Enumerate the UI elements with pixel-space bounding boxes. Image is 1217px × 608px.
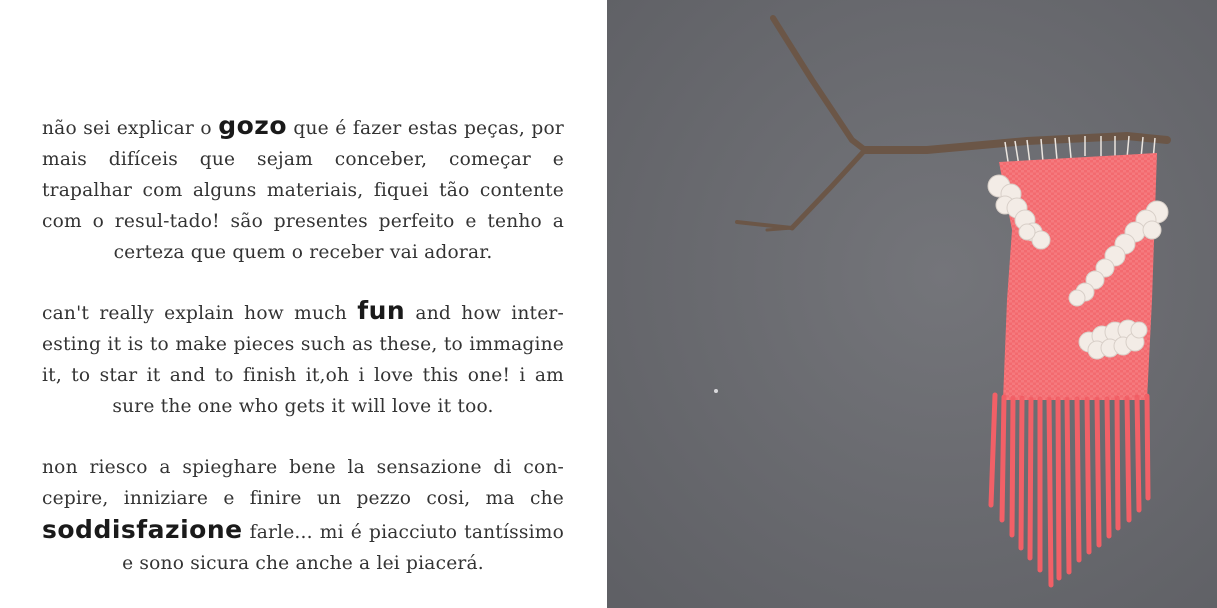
wall-speck [714,389,718,393]
paragraph-en-end: and how inter-esting it is to make pieces such as these, to immagine it, to star it and to finish it,oh i love this one! i am sure the one who gets it will love it too. [42,303,564,417]
paragraph-italian [42,452,564,579]
weaving-photo [607,0,1217,608]
paragraph-portuguese [42,110,564,268]
woven-panel [999,153,1157,400]
paragraph-english [42,295,564,422]
weaving-illustration [607,0,1217,608]
paragraph-en-start: can't really explain how much [42,303,358,324]
paragraph-it-start: non riesco a spieghare bene la sensazione di con-cepire, inniziare e finire un pezzo cosi, ma che [42,457,564,509]
emphasis-word-fun: fun [357,296,406,325]
paragraph-pt-start: não sei explicar o [42,118,219,139]
text-panel [0,0,607,608]
paragraph-pt-end: que é fazer estas peças, por mais difíceis que sejam conceber, começar e trapalhar com alguns materiais, fiquei tão contente com o resul-tado! são presentes perfeito e tenho a certeza que quem o receber vai adorar. [42,118,564,263]
paragraph-it-end: farle... mi é piacciuto tantíssimo e sono sicura che anche a lei piacerá. [122,522,564,574]
emphasis-word-soddisfazione: soddisfazione [42,515,243,544]
emphasis-word-gozo: gozo [218,111,287,140]
